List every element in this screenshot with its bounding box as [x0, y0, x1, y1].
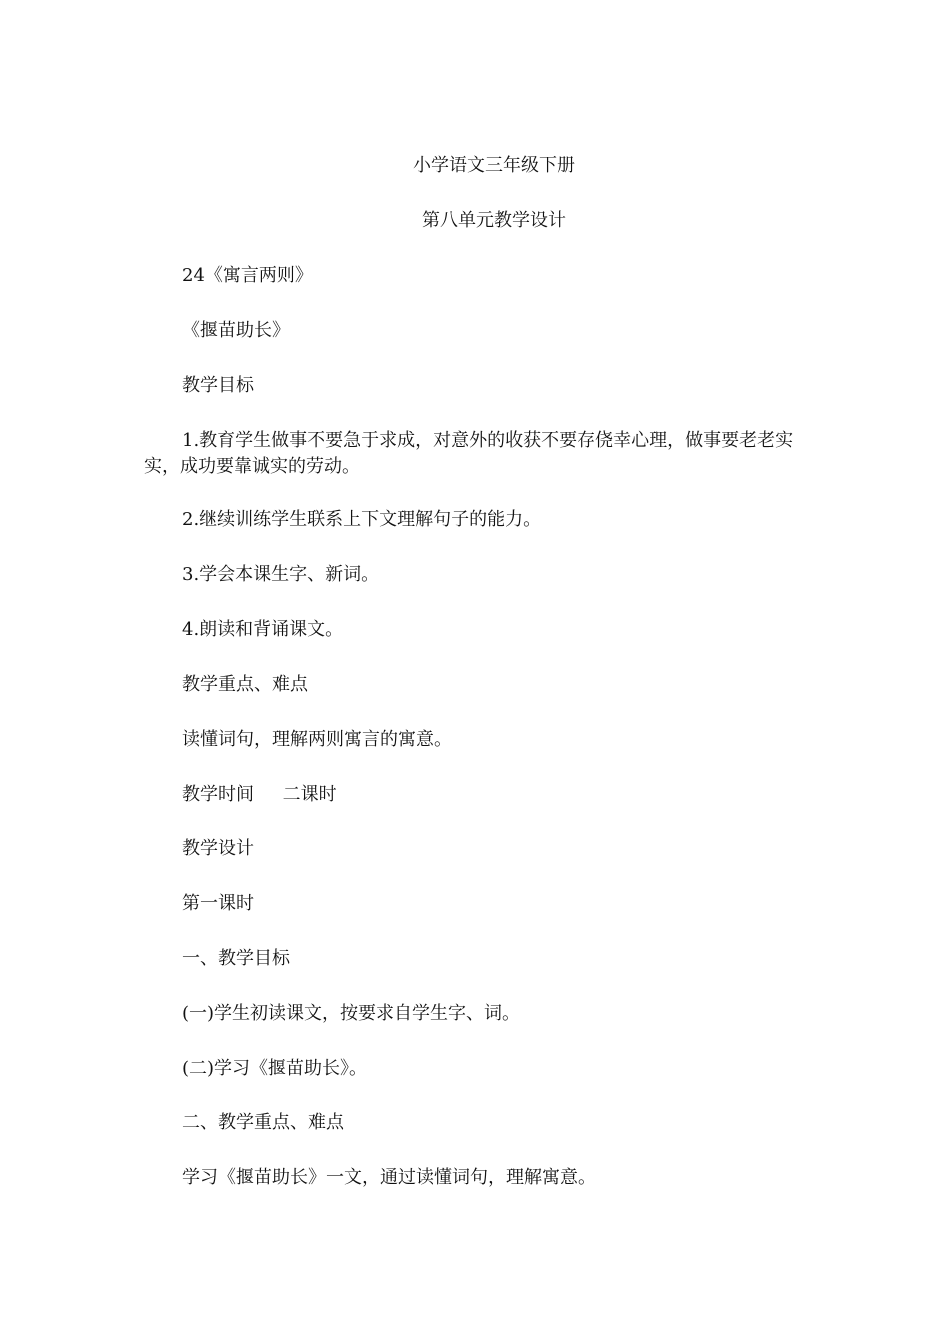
lesson-heading: 24《寓言两则》	[182, 265, 313, 286]
subsection-heading: 二、教学重点、难点	[182, 1112, 344, 1133]
goal-item: 3.学会本课生字、新词。	[182, 564, 380, 585]
subsection-heading: 一、教学目标	[182, 948, 290, 969]
goal-item: 2.继续训练学生联系上下文理解句子的能力。	[182, 509, 542, 530]
teaching-time: 教学时间 二课时	[182, 784, 337, 805]
document-subtitle: 第八单元教学设计	[422, 210, 566, 231]
list-item: (二)学习《揠苗助长》。	[182, 1058, 368, 1079]
goal-item: 1.教育学生做事不要急于求成，对意外的收获不要存侥幸心理，做事要老老实实，成功要靠诚实的劳动。	[144, 430, 794, 477]
fable-title: 《揠苗助长》	[182, 320, 290, 341]
section-heading-design: 教学设计	[182, 838, 254, 859]
lesson-period-heading: 第一课时	[182, 893, 254, 914]
body-text: 学习《揠苗助长》一文，通过读懂词句，理解寓意。	[182, 1167, 596, 1188]
section-heading-key-points: 教学重点、难点	[182, 674, 308, 695]
section-heading-goals: 教学目标	[182, 375, 254, 396]
document-title: 小学语文三年级下册	[413, 155, 575, 176]
goal-item: 4.朗读和背诵课文。	[182, 619, 344, 640]
key-points-text: 读懂词句，理解两则寓言的寓意。	[182, 729, 452, 750]
list-item: (一)学生初读课文，按要求自学生字、词。	[182, 1003, 521, 1024]
